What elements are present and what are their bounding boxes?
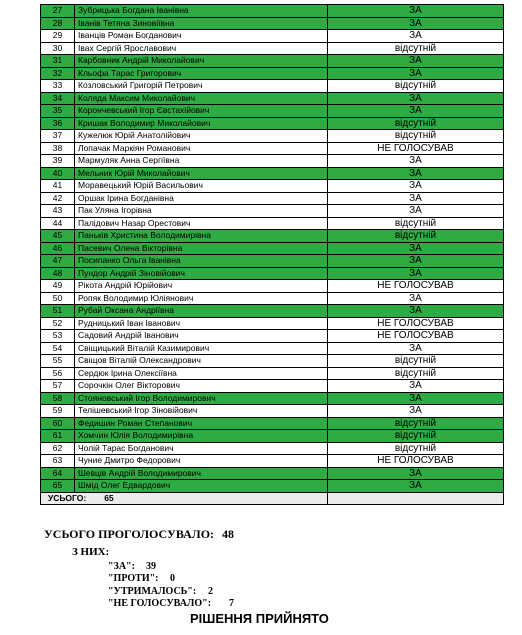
total-row-value: 65 (104, 492, 114, 503)
vote-result: ЗА (328, 17, 504, 30)
breakdown-for (108, 561, 156, 572)
deputy-name: Стояновський Ігор Володимирович (75, 392, 328, 405)
table-row (41, 30, 504, 43)
row-number: 64 (41, 467, 75, 480)
deputy-name: Кужелюк Юрій Анатолійович (75, 130, 328, 143)
table-row (41, 155, 504, 168)
vote-result: ЗА (328, 405, 504, 418)
deputy-name: Рубай Оксана Андріївна (75, 305, 328, 318)
row-number: 29 (41, 30, 75, 43)
deputy-name: Івах Сергій Ярославович (75, 42, 328, 55)
total-row-cell (41, 492, 328, 505)
row-number: 36 (41, 117, 75, 130)
table-row (41, 17, 504, 30)
table-row (41, 255, 504, 268)
breakdown-against-value: 0 (170, 573, 175, 584)
deputy-name: Козловський Григорій Петрович (75, 80, 328, 93)
table-row (41, 430, 504, 443)
deputy-name: Чуние Дмитро Федорович (75, 455, 328, 468)
total-row-label: УСЬОГО: (48, 492, 87, 503)
row-number: 35 (41, 105, 75, 118)
table-row (41, 180, 504, 193)
row-number: 34 (41, 92, 75, 105)
table-row (41, 167, 504, 180)
deputy-name: Свіщицький Віталій Казимирович (75, 342, 328, 355)
voting-results-table (40, 4, 504, 505)
vote-result: ЗА (328, 55, 504, 68)
row-number: 48 (41, 267, 75, 280)
deputy-name: Іванців Роман Богданович (75, 30, 328, 43)
deputy-name: Моравецький Юрій Васильович (75, 180, 328, 193)
row-number: 65 (41, 480, 75, 493)
table-row (41, 342, 504, 355)
deputy-name: Іванів Тетяна Зиновіївна (75, 17, 328, 30)
row-number: 54 (41, 342, 75, 355)
row-number: 55 (41, 355, 75, 368)
table-row (41, 192, 504, 205)
vote-result: відсутній (328, 430, 504, 443)
vote-result: ЗА (328, 292, 504, 305)
vote-result: ЗА (328, 167, 504, 180)
breakdown-not-voted-label: "НЕ ГОЛОСУВАЛО": (108, 598, 212, 609)
table-row (41, 292, 504, 305)
table-row (41, 42, 504, 55)
deputy-name: Корончевський Ігор Євстахійович (75, 105, 328, 118)
row-number: 62 (41, 442, 75, 455)
row-number: 31 (41, 55, 75, 68)
table-row (41, 142, 504, 155)
vote-result: ЗА (328, 342, 504, 355)
deputy-name: Рудницький Іван Іванович (75, 317, 328, 330)
of-them-label: З НИХ: (72, 546, 110, 558)
vote-result: ЗА (328, 105, 504, 118)
table-row (41, 405, 504, 418)
row-number: 59 (41, 405, 75, 418)
deputy-name: Рікота Андрій Юрійович (75, 280, 328, 293)
deputy-name: Палідович Назар Орестович (75, 217, 328, 230)
row-number: 42 (41, 192, 75, 205)
row-number: 53 (41, 330, 75, 343)
deputy-name: Федишин Роман Степанович (75, 417, 328, 430)
vote-result: НЕ ГОЛОСУВАВ (328, 142, 504, 155)
row-number: 32 (41, 67, 75, 80)
breakdown-abstained-label: "УТРИМАЛОСЬ": (108, 586, 197, 597)
deputy-name: Шмід Олег Едвардович (75, 480, 328, 493)
vote-result: НЕ ГОЛОСУВАВ (328, 317, 504, 330)
deputy-name: Кришак Володимир Миколайович (75, 117, 328, 130)
deputy-name: Мармуляк Анна Сергіївна (75, 155, 328, 168)
row-number: 27 (41, 5, 75, 18)
deputy-name: Пасевич Олена Вікторівна (75, 242, 328, 255)
vote-result: ЗА (328, 392, 504, 405)
breakdown-against-label: "ПРОТИ": (108, 573, 159, 584)
vote-result: відсутній (328, 117, 504, 130)
row-number: 63 (41, 455, 75, 468)
table-row (41, 242, 504, 255)
table-row (41, 367, 504, 380)
row-number: 58 (41, 392, 75, 405)
deputy-name: Паньків Христина Володимирівна (75, 230, 328, 243)
deputy-name: Садовий Андрій Іванович (75, 330, 328, 343)
row-number: 44 (41, 217, 75, 230)
deputy-name: Хомчин Юлія Володимирівна (75, 430, 328, 443)
deputy-name: Ропяк Володимир Юліянович (75, 292, 328, 305)
total-row (41, 492, 504, 505)
row-number: 41 (41, 180, 75, 193)
vote-result: НЕ ГОЛОСУВАВ (328, 330, 504, 343)
table-row (41, 467, 504, 480)
vote-result: ЗА (328, 305, 504, 318)
deputy-name: Коляда Максим Миколайович (75, 92, 328, 105)
table-row (41, 455, 504, 468)
vote-result: відсутній (328, 442, 504, 455)
table-row (41, 105, 504, 118)
row-number: 33 (41, 80, 75, 93)
table-row (41, 305, 504, 318)
table-row (41, 205, 504, 218)
vote-result: ЗА (328, 92, 504, 105)
vote-result: відсутній (328, 217, 504, 230)
row-number: 57 (41, 380, 75, 393)
table-row (41, 217, 504, 230)
deputy-name: Посипанко Ольга Іванівна (75, 255, 328, 268)
row-number: 45 (41, 230, 75, 243)
vote-result: ЗА (328, 180, 504, 193)
table-row (41, 92, 504, 105)
table-row (41, 280, 504, 293)
row-number: 38 (41, 142, 75, 155)
voting-results-body (41, 5, 504, 505)
vote-result: відсутній (328, 367, 504, 380)
table-row (41, 130, 504, 143)
row-number: 47 (41, 255, 75, 268)
vote-result: ЗА (328, 267, 504, 280)
deputy-name: Карбовник Андрій Миколайович (75, 55, 328, 68)
vote-result: ЗА (328, 242, 504, 255)
table-row (41, 5, 504, 18)
row-number: 39 (41, 155, 75, 168)
row-number: 52 (41, 317, 75, 330)
deputy-name: Шевців Андрій Володимирович (75, 467, 328, 480)
breakdown-for-label: "ЗА": (108, 561, 135, 572)
deputy-name: Пак Уляна Ігорівна (75, 205, 328, 218)
breakdown-abstained-value: 2 (208, 586, 213, 597)
breakdown-for-value: 39 (146, 561, 156, 572)
deputy-name: Оршак Ірина Богданівна (75, 192, 328, 205)
vote-result: ЗА (328, 380, 504, 393)
row-number: 37 (41, 130, 75, 143)
vote-result: відсутній (328, 130, 504, 143)
row-number: 30 (41, 42, 75, 55)
deputy-name: Мельник Юрій Миколайович (75, 167, 328, 180)
table-row (41, 330, 504, 343)
deputy-name: Лопачак Маркіян Романович (75, 142, 328, 155)
vote-result: ЗА (328, 255, 504, 268)
table-row (41, 230, 504, 243)
vote-result: ЗА (328, 205, 504, 218)
row-number: 43 (41, 205, 75, 218)
table-row (41, 317, 504, 330)
table-row (41, 480, 504, 493)
deputy-name: Сердюк Ірина Олексіївна (75, 367, 328, 380)
vote-result: НЕ ГОЛОСУВАВ (328, 455, 504, 468)
total-voted-value: 48 (222, 527, 235, 541)
table-row (41, 67, 504, 80)
table-row (41, 80, 504, 93)
deputy-name: Телішевський Ігор Зіновійович (75, 405, 328, 418)
vote-result: ЗА (328, 192, 504, 205)
vote-result: відсутній (328, 355, 504, 368)
deputy-name: Чолій Тарас Богданович (75, 442, 328, 455)
vote-result: відсутній (328, 417, 504, 430)
table-row (41, 355, 504, 368)
total-row-empty-cell (328, 492, 504, 505)
table-row (41, 117, 504, 130)
row-number: 50 (41, 292, 75, 305)
vote-result: ЗА (328, 5, 504, 18)
vote-result: відсутній (328, 42, 504, 55)
row-number: 28 (41, 17, 75, 30)
row-number: 61 (41, 430, 75, 443)
table-row (41, 392, 504, 405)
breakdown-against (108, 573, 175, 584)
deputy-name: Кльофа Тарас Григорович (75, 67, 328, 80)
vote-result: ЗА (328, 155, 504, 168)
vote-result: ЗА (328, 480, 504, 493)
table-row (41, 417, 504, 430)
table-row (41, 380, 504, 393)
table-row (41, 442, 504, 455)
vote-result: ЗА (328, 467, 504, 480)
breakdown-abstained (108, 586, 213, 597)
row-number: 56 (41, 367, 75, 380)
vote-result: відсутній (328, 230, 504, 243)
total-voted-summary (44, 527, 234, 542)
table-row (41, 267, 504, 280)
decision-text: РІШЕННЯ ПРИЙНЯТО (190, 611, 329, 626)
vote-result: відсутній (328, 80, 504, 93)
deputy-name: Пундор Андрій Зіновійович (75, 267, 328, 280)
vote-result: ЗА (328, 67, 504, 80)
deputy-name: Сорочкін Олег Вікторович (75, 380, 328, 393)
total-voted-label: УСЬОГО ПРОГОЛОСУВАЛО: (44, 527, 215, 541)
deputy-name: Свіщов Віталій Олександрович (75, 355, 328, 368)
table-row (41, 55, 504, 68)
breakdown-not-voted (108, 598, 234, 609)
row-number: 51 (41, 305, 75, 318)
row-number: 40 (41, 167, 75, 180)
row-number: 46 (41, 242, 75, 255)
vote-result: ЗА (328, 30, 504, 43)
vote-result: НЕ ГОЛОСУВАВ (328, 280, 504, 293)
row-number: 49 (41, 280, 75, 293)
row-number: 60 (41, 417, 75, 430)
breakdown-not-voted-value: 7 (229, 598, 234, 609)
deputy-name: Зубрицька Богдана Іванівна (75, 5, 328, 18)
